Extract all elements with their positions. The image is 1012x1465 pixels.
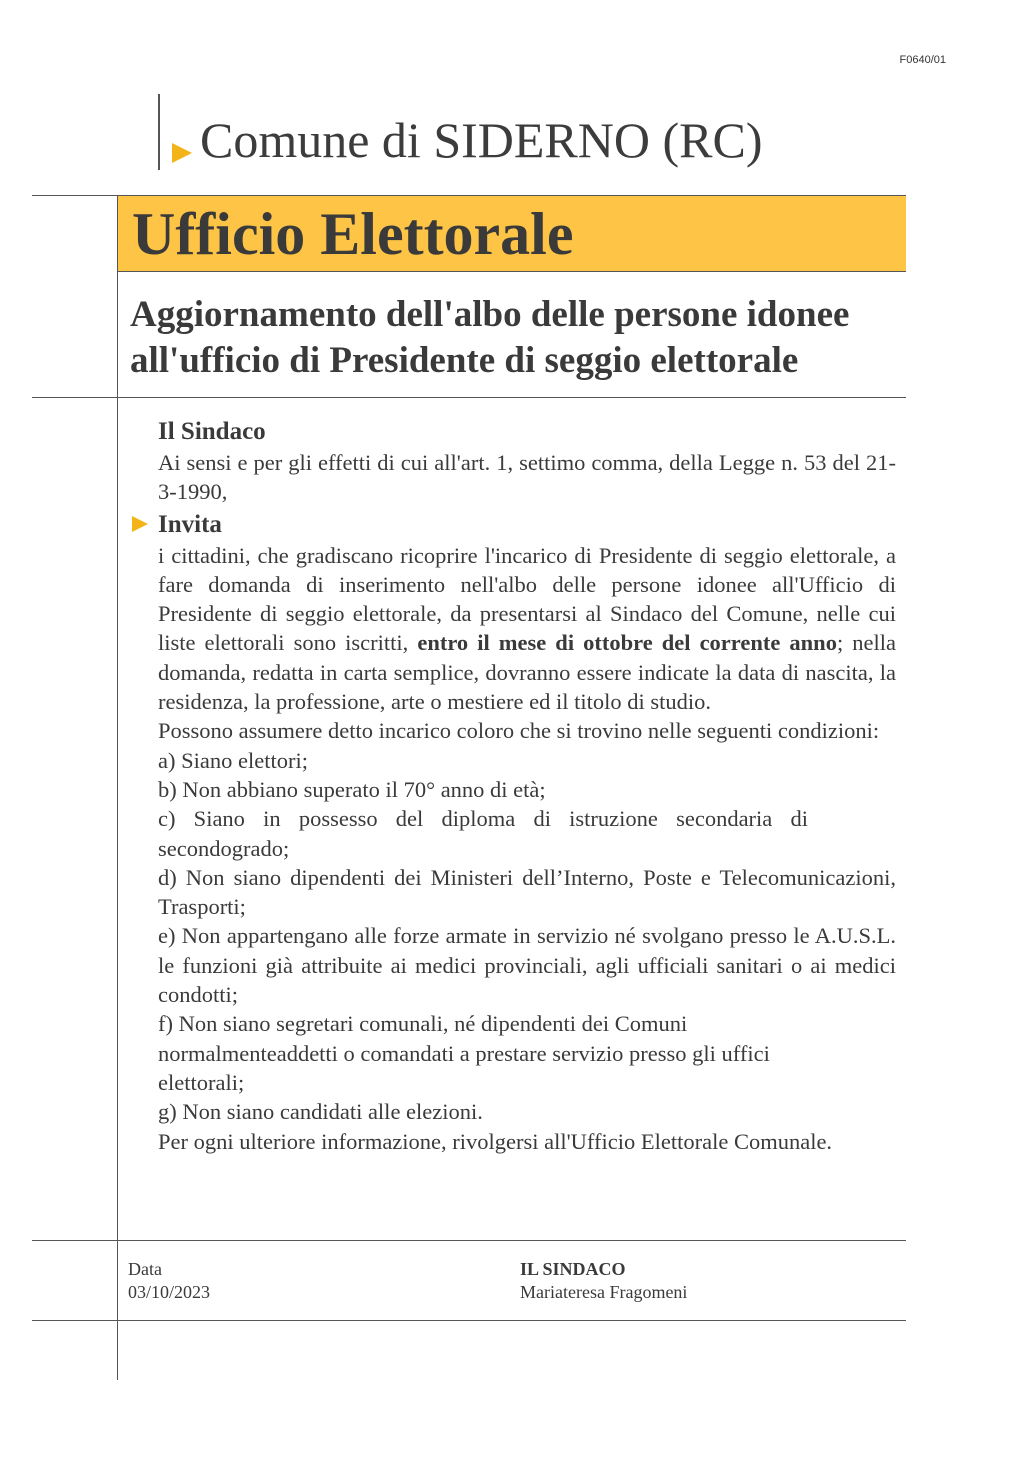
signer-title: IL SINDACO — [520, 1259, 626, 1279]
date-block — [128, 1258, 210, 1304]
rule-footer-top — [32, 1240, 906, 1241]
condition-item: f) Non siano segretari comunali, né dipendenti dei Comuni normalmenteaddetti o comandati a prestare servizio presso gli uffici elettorali; — [158, 1011, 770, 1095]
rule-footer-bottom — [32, 1320, 906, 1321]
municipality-title — [172, 110, 763, 170]
triangle-bullet-icon — [172, 143, 192, 163]
date-label: Data — [128, 1259, 162, 1279]
invita-heading-row — [158, 509, 896, 541]
triangle-bullet-icon — [132, 516, 148, 532]
condition-item: e) Non appartengano alle forze armate in servizio né svolgano presso le A.U.S.L. le funzioni già attribuite ai medici provinciali, agli ufficiali sanitari o ai medici condotti; — [158, 923, 896, 1008]
signature-block — [520, 1258, 687, 1304]
condition-item: d) Non siano dipendenti dei Ministeri dell’Interno, Poste e Telecomunicazioni, Trasporti; — [158, 864, 896, 920]
condition-item: b) Non abbiano superato il 70° anno di età; — [158, 776, 546, 802]
invita-text-2: ; nella domanda, redatta in carta semplice, dovranno essere indicate la data di nascita, la residenza, la professione, arte o mestiere ed il titolo di studio. — [158, 630, 896, 715]
notice-body — [158, 416, 896, 1156]
rule-banner-bottom — [118, 271, 906, 272]
header-divider — [158, 94, 160, 170]
document-code: F0640/01 — [899, 54, 946, 66]
condition-item: a) Siano elettori; — [158, 747, 308, 773]
signer-name: Mariateresa Fragomeni — [520, 1282, 688, 1302]
conditions-intro: Possono assumere detto incarico coloro che si trovino nelle seguenti condizioni: — [158, 718, 880, 744]
municipality-name: Comune di SIDERNO (RC) — [200, 112, 763, 168]
condition-item: g) Non siano candidati alle elezioni. — [158, 1099, 483, 1125]
sindaco-heading: Il Sindaco — [158, 418, 266, 445]
invita-heading: Invita — [158, 510, 222, 538]
rule-subtitle-bottom — [32, 397, 906, 398]
office-title: Ufficio Elettorale — [132, 201, 574, 267]
date-value: 03/10/2023 — [128, 1282, 211, 1302]
condition-item: c) Siano in possesso del diploma di istruzione secondaria di secondogrado; — [158, 806, 808, 861]
notice-subtitle: Aggiornamento dell'albo delle persone idonee all'ufficio di Presidente di seggio elettorale — [130, 294, 850, 381]
office-banner — [118, 196, 906, 271]
legal-basis: Ai sensi e per gli effetti di cui all'art. 1, settimo comma, della Legge n. 53 del 21-3-1990, — [158, 450, 896, 505]
invita-text-1: i cittadini, che gradiscano ricoprire l'incarico di Presidente di seggio elettorale, a fare domanda di inserimento nell'albo delle persone idonee all'Ufficio di Presidente di seggio elettorale, da presentarsi al Sindaco del Comune, nelle cui liste elettorali sono iscritti, — [158, 542, 896, 656]
closing-note: Per ogni ulteriore informazione, rivolgersi all'Ufficio Elettorale Comunale. — [158, 1128, 833, 1154]
invita-deadline: entro il mese di ottobre del corrente anno — [417, 630, 837, 656]
margin-line — [117, 195, 118, 1380]
invita-paragraph — [158, 541, 896, 717]
